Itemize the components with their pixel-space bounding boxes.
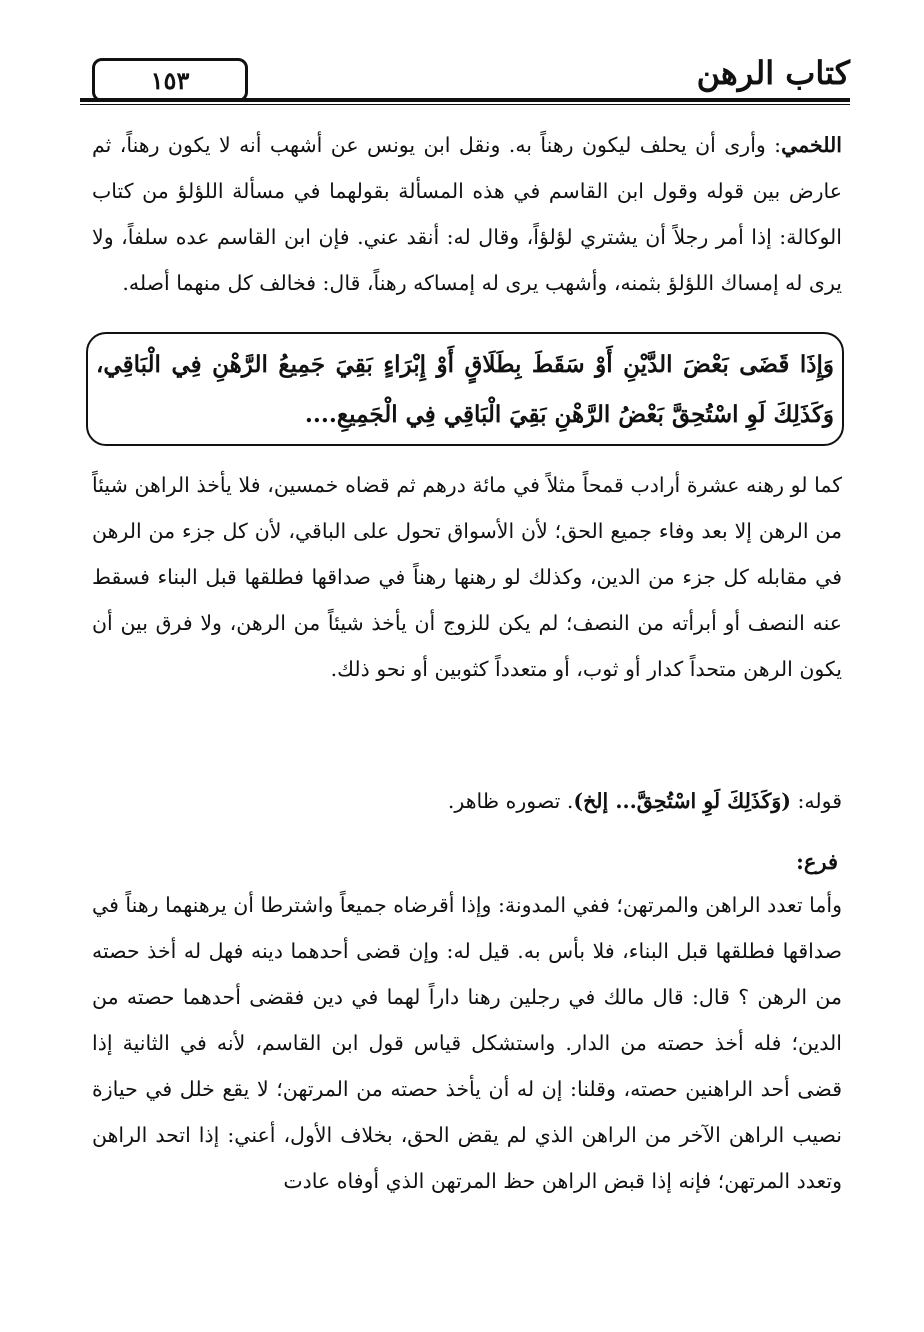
book-title: كتاب الرهن [696,54,850,92]
paragraph-1 [92,122,842,306]
page-header [80,52,850,102]
matn-text: وَإِذَا قَضَى بَعْضَ الدَّيْنِ أَوْ سَقَطَ بِطَلَاقٍ أَوْ إِبْرَاءٍ بَقِيَ جَمِيعُ الرَّهْنِ فِي الْبَاقِي، وَكَذَلِكَ لَوِ اسْتُحِقَّ بَعْضُ الرَّهْنِ بَقِيَ الْبَاقِي فِي الْجَمِيعِ.... [96,351,834,428]
paragraph-3 [92,778,842,824]
header-rule-thick [80,98,850,102]
paragraph-1-text: : وأرى أن يحلف ليكون رهناً به. ونقل ابن يونس عن أشهب أنه لا يكون رهناً، ثم عارض بين قوله وقول ابن القاسم في هذه المسألة بقولهما في مسألة اللؤلؤ من كتاب الوكالة: إذا أمر رجلاً أن يشتري لؤلؤاً، وقال له: أنقد عني. فإن ابن القاسم عده سلفاً، ولا يرى له إمساك اللؤلؤ بثمنه، وأشهب يرى له إمساكه رهناً، قال: فخالف كل منهما أصله. [92,133,842,295]
page-number: ١٥٣ [150,65,190,95]
page-number-box [92,58,248,102]
paragraph-3-suffix: . تصوره ظاهر. [447,789,574,813]
paragraph-2: كما لو رهنه عشرة أرادب قمحاً مثلاً في مائة درهم ثم قضاه خمسين، فلا يأخذ الراهن شيئاً من الرهن إلا بعد وفاء جميع الحق؛ لأن الأسواق تحول على الباقي، لأن كل جزء من الرهن في مقابله كل جزء من الدين، وكذلك لو رهنها رهناً في صداقها فطلقها قبل البناء فسقط عنه النصف أو أبرأته من النصف؛ لم يكن للزوج أن يأخذ شيئاً من الرهن، ولا فرق بين أن يكون الرهن متحداً كدار أو ثوب، أو متعدداً كثوبين أو نحو ذلك. [92,473,842,681]
paragraph-4: وأما تعدد الراهن والمرتهن؛ ففي المدونة: وإذا أقرضاه جميعاً واشترطا أن يرهنهما رهناً في صداقها فطلقها قبل البناء، فلا بأس به. قيل له: وإن قضى أحدهما دينه فهل له أخذ حصته من الرهن ؟ قال: قال مالك في رجلين رهنا داراً لهما في دين فقضى أحدهما حصته من الدين؛ فله أخذ حصته من الدار. واستشكل قياس قول ابن القاسم، لأنه في الثانية إذا قضى أحد الراهنين حصته، وقلنا: إن له أن يأخذ حصته من المرتهن؛ لا يقع خلل في حيازة نصيب الراهن الآخر من الراهن الذي لم يقض الحق، بخلاف الأول، أعني: إذا اتحد الراهن وتعدد المرتهن؛ فإنه إذا قبض الراهن حظ المرتهن الذي أوفاه عادت [92,893,842,1193]
paragraph-3-prefix: قوله: [790,789,842,813]
paragraph-1-lead: اللخمي [781,133,842,157]
paragraph-3-quote: (وَكَذَلِكَ لَوِ اسْتُحِقَّ... إلخ) [573,789,791,813]
header-rule-thin [80,104,850,105]
section-heading: فرع: [796,849,838,874]
